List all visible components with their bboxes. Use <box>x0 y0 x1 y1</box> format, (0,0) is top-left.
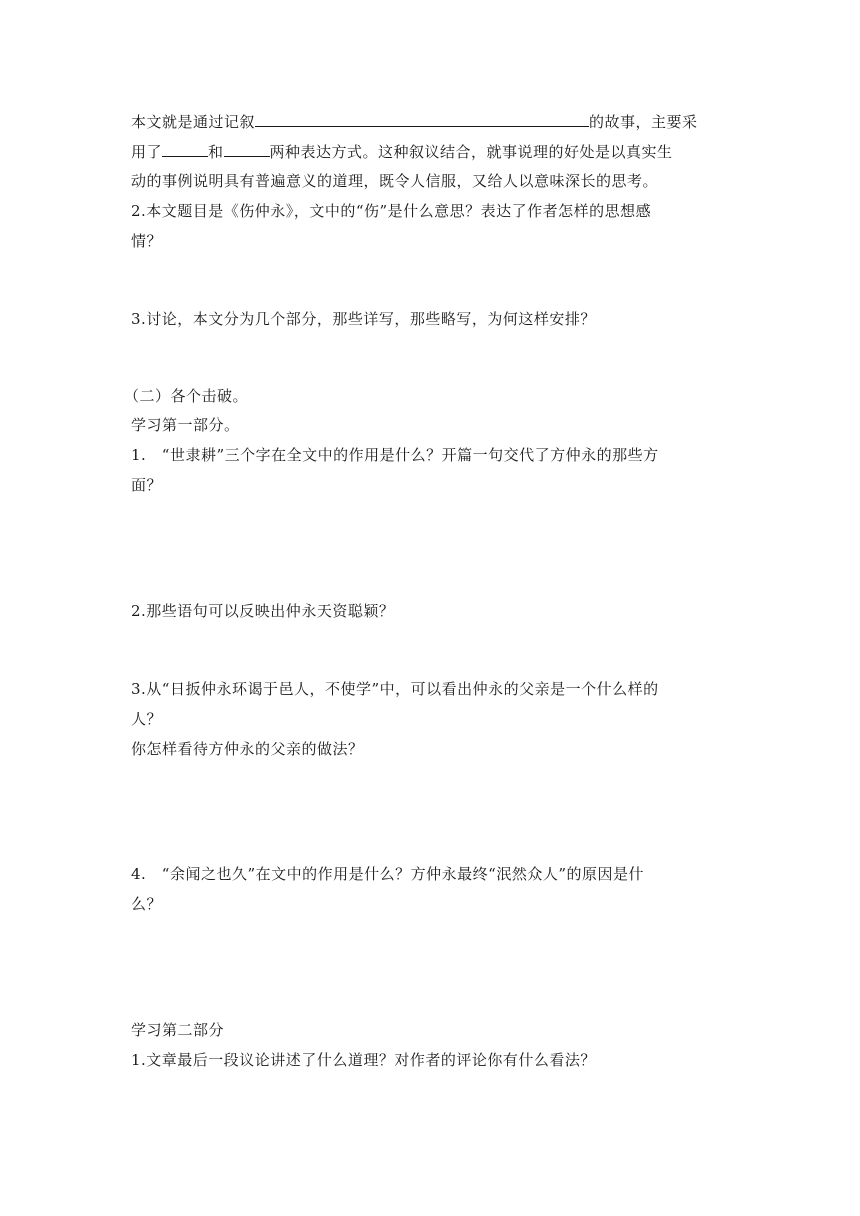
section-heading: （二）各个击破。 <box>124 387 249 405</box>
part1-question-1: 1. “世隶耕”三个字在全文中的作用是什么？开篇一句交代了方仲永的那些方 <box>131 446 659 464</box>
part2-heading: 学习第二部分 <box>131 1021 225 1039</box>
intro-text: 本文就是通过记叙 <box>131 113 256 131</box>
intro-line-2 <box>131 140 673 163</box>
intro-line-3: 动的事例说明具有普遍意义的道理，既令人信服，又给人以意味深长的思考。 <box>131 172 659 190</box>
part1-question-4-cont: 么？ <box>131 895 163 913</box>
intro-text: 和 <box>208 143 224 161</box>
answer-blank-story[interactable] <box>255 110 589 127</box>
question-title-meaning-cont: 情？ <box>131 232 163 250</box>
part2-question-1: 1.文章最后一段议论讲述了什么道理？对作者的评论你有什么看法？ <box>131 1051 596 1069</box>
answer-blank-method-2[interactable] <box>224 140 270 157</box>
part1-question-3: 3.从“日扳仲永环谒于邑人，不使学”中，可以看出仲永的父亲是一个什么样的 <box>131 680 659 698</box>
question-structure: 3.讨论，本文分为几个部分，那些详写，那些略写，为何这样安排？ <box>131 310 596 328</box>
question-title-meaning: 2.本文题目是《伤仲永》，文中的“伤”是什么意思？表达了作者怎样的思想感 <box>131 202 652 220</box>
answer-blank-method-1[interactable] <box>162 140 208 157</box>
intro-text: 两种表达方式。这种叙议结合，就事说理的好处是以真实生 <box>269 143 673 161</box>
part1-heading: 学习第一部分。 <box>131 416 240 434</box>
part1-question-1-cont: 面？ <box>131 476 163 494</box>
intro-text: 用了 <box>131 143 163 161</box>
intro-text: 的故事，主要采 <box>589 113 698 131</box>
part1-question-3-followup: 你怎样看待方仲永的父亲的做法？ <box>131 740 364 758</box>
part1-question-4: 4. “余闻之也久”在文中的作用是什么？方仲永最终“泯然众人”的原因是什 <box>131 865 644 883</box>
part1-question-3-cont: 人？ <box>131 710 163 728</box>
part1-question-2: 2.那些语句可以反映出仲永天资聪颖？ <box>131 602 395 620</box>
intro-line-1 <box>131 110 698 133</box>
